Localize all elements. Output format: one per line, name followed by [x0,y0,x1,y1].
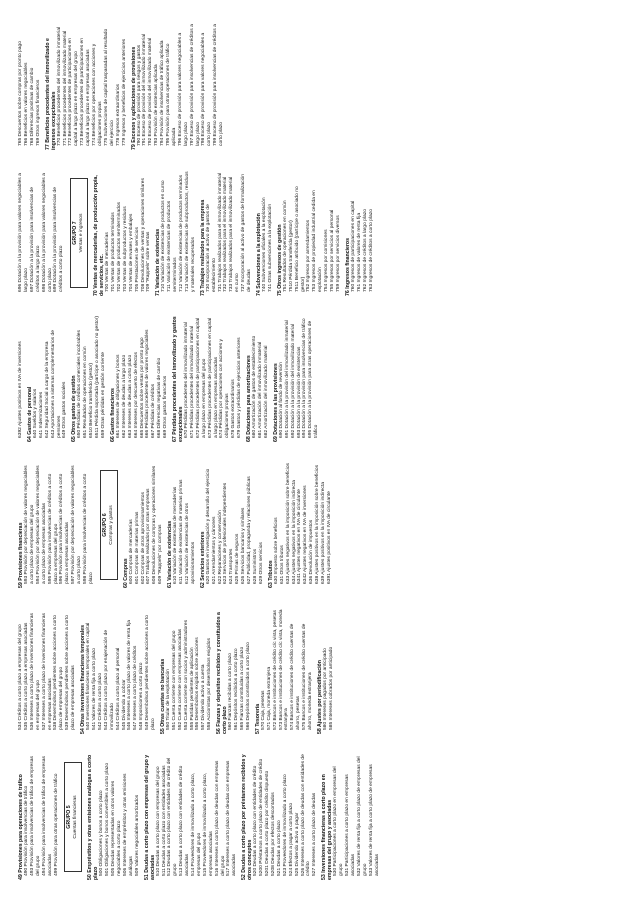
account-item: 600 Compras de mercaderías [128,519,134,584]
account-item: 701 Ventas de productos terminados [110,212,116,292]
account-section [80,608,157,734]
account-item: 769 Otros ingresos financieros [35,79,41,146]
account-section [110,316,169,442]
account-item: 628 Suministros [253,548,258,584]
section-title: 55 Otras cuentas no bancarias [159,658,166,734]
account-section [18,170,65,296]
account-item: 703 Ventas de subproductos y residuos [122,206,128,292]
account-item: 641 Indemnizaciones [38,391,44,438]
account-item: 511 Deudas a corto plazo con entidades asociadas [161,765,167,876]
account-item: 530 Participaciones a corto plazo en empresas del grupo [333,766,345,876]
account-item: 595 Provisión para insolvencias de créditos a corto plazo a empresas del grupo [47,473,59,584]
account-item: 712 Variación de existencias de productos terminados [179,174,185,292]
section-title: 59 Provisiones financieras [18,522,24,588]
account-item: 622 Reparaciones y conservación [217,510,223,584]
account-item: 681 Amortización del inmovilizado inmaterial [258,341,263,438]
account-item: 662 Intereses de deudas a largo plazo [121,354,127,438]
account-item: 733 Trabajos realizados para el inmovilizado material en curso [229,176,241,292]
account-item: 620 Gastos en investigación y desarrollo del ejercicio [205,468,211,584]
account-item: 680 Amortización de gastos de establecimiento [252,335,258,438]
account-item: 667 Pérdidas de créditos [151,383,157,438]
account-item: 543 Créditos a corto plazo por enajenación de inmovilizado [103,629,115,730]
account-section [321,754,380,880]
account-item: 624 Transportes [229,548,235,584]
account-column [18,754,381,880]
account-item: 580 Intereses pagados por anticipado [322,648,328,730]
account-item: 509 Valores negociables amortizados [134,794,140,876]
account-section [93,170,152,296]
account-item: 761 Ingresos de valores de renta fija [356,212,362,292]
account-item: 773 Beneficios procedentes de participaciones en capital a largo plazo en empresas asociadas [80,38,92,146]
account-item: 538 Desembolsos pendientes sobre acciones a corto plazo de empresas del grupo [53,615,65,730]
account-item: 596 Provisión para insolvencias de créditos a corto plazo a empresas asociadas [59,473,71,584]
account-item: 572 Bancos e instituciones de crédito c/c vista, pesetas [272,610,278,730]
section-title: 68 Dotaciones para amortizaciones [246,355,253,442]
account-item: 5200 Préstamos a corto plazo de entidades de crédito [259,758,265,876]
account-section [277,170,342,296]
account-item: 547 Intereses a corto plazo de créditos [133,645,139,730]
account-section [345,170,375,296]
account-item: 527 Intereses a corto plazo de deudas [312,792,318,876]
account-column [18,170,375,296]
section-title: 51 Deudas a corto plazo con empresas del grupo y asociadas [143,754,156,880]
account-item: 794 Provisión de insolvencias de tráfico aplicada [160,40,166,146]
account-section [131,24,226,150]
section-title: 56 Fianzas y depósitos recibidos y constituidos a corto plazo [216,612,229,734]
section-title: 50 Empréstitos y otras emisiones análogas a corto plazo [87,754,100,880]
section-title: 58 Ajustes por periodificación [316,660,323,734]
account-item: 741 Otras subvenciones a la explotación [267,203,273,292]
account-item: 505 Deudas representadas en otros valores negociables a corto plazo [111,780,122,876]
group-title: GRUPO 5 [66,805,73,829]
account-item: 771 Beneficios procedentes del inmovilizado material [62,30,68,146]
account-item: 524 Efectos a pagar a corto plazo [288,802,294,876]
account-item: 550 Titular de la explotación [165,669,171,730]
account-item: 598 Provisión para insolvencias de créditos a corto plazo [83,473,94,584]
account-item: 555 Partidas pendientes de aplicación [189,647,195,730]
account-item: 510 Deudas a corto plazo con empresas del grupo [155,766,161,876]
account-item: 5208 Deudas por efectos descontados [271,792,276,876]
account-item: 557 Dividendo activo a cuenta [201,664,207,730]
account-item: 755 Ingresos por servicios al personal [330,209,336,292]
account-item: 594 Provisión por depreciación de valores negociables a corto plazo de empresas asociadas [35,465,47,584]
account-item: 573 Bancos e instituciones de crédito c/c vista, moneda extranjera [278,609,290,730]
account-item: 552 Cuenta corriente con empresas asociadas [177,628,183,730]
account-item: 532 Valores de renta fija a corto plazo de empresas del grupo [356,756,368,876]
account-item: 775 Subvenciones de capital traspasadas al resultado del ejercicio [103,28,115,146]
account-item: 792 Exceso de provisión del inmovilizado material [148,37,154,146]
account-item: 730 Incorporación al activo de gastos de establecimiento [205,204,217,292]
account-item: 696 Dotación a la provisión para valores negociables a largo plazo [18,173,29,292]
account-item: 772 Beneficios procedentes de participaciones en capital a largo plazo en empresas del grupo [68,38,80,146]
account-item: 753 Ingresos de propiedad industrial cedida en explotación [312,190,324,292]
section-title: 70 Ventas de mercaderías, de producción propia, de servicios, etc. [93,175,106,296]
group-heading [70,178,88,288]
account-item: 663 Intereses de deudas a corto plazo [127,354,133,438]
account-item: 669 Otros gastos financieros [163,375,169,438]
account-item: 766 Beneficios en valores negociables [23,62,29,146]
account-item: 699 Dotación a la provisión para insolvencias de créditos a corto plazo [53,187,65,292]
account-item: 682 Amortización del inmovilizado material [263,345,269,438]
account-section [273,316,320,442]
group-subtitle: Ventas e ingresos [79,213,85,253]
section-title: 60 Compras [122,558,129,588]
account-item: 607 Trabajos realizados por otras empresas [146,488,152,584]
account-item: 705 Prestaciones de servicios [134,227,140,292]
account-item: 799 Exceso de provisión para insolvencias de créditos a corto plazo [213,24,225,146]
section-title: 62 Servicios exteriores [199,531,206,588]
account-item: 6391 Ajustes positivos en IVA de circulante [326,491,332,584]
account-item: 737 Incorporación al activo de gastos de formalización de deudas [241,174,253,292]
account-item: 570 Caja, pesetas [260,690,266,730]
section-title: 76 Ingresos financieros [344,238,351,296]
account-item: 548 Imposiciones a corto plazo [139,662,145,730]
section-title: 57 Tesorería [254,703,261,734]
account-item: 521 Deudas a corto plazo [276,820,282,876]
group-heading [64,762,82,872]
account-item: 643 Aportaciones a sistemas complementarios de pensiones [50,330,62,438]
account-item: 698 Dotación a la provisión para valores negociables a corto plazo [41,173,53,292]
account-item: 630 Impuesto sobre beneficios [273,517,279,584]
account-section [18,462,95,588]
account-item: 691 Dotación a la provisión del inmovilizado inmaterial [284,320,290,438]
account-item: 610 Variación de existencias de mercaderías [173,486,179,584]
account-item: 708 Devoluciones de ventas y operaciones similares [140,178,146,292]
account-section [27,316,68,442]
account-item: 514 Proveedores de inmovilizado a corto plazo, empresas del grupo [191,772,202,876]
account-item: 520 Deudas a corto plazo con entidades de crédito [253,765,259,876]
section-title: 64 Gastos de personal [26,386,33,442]
account-item: 513 Deudas a corto plazo con entidades de crédito asociadas [179,765,191,876]
account-section [87,754,140,880]
account-item: 700 Ventas de mercaderías [105,232,111,292]
account-column [18,462,333,588]
account-item: 535 Créditos a corto plazo a empresas asociadas [23,622,29,730]
account-item: 494 Provisión para insolvencias de tráfico de empresas asociadas [41,756,53,876]
account-column [18,316,320,442]
account-item: 697 Dotación a la provisión para insolvencias de créditos a largo plazo [29,187,41,292]
group-title: GRUPO 7 [72,221,79,245]
account-item: 702 Ventas de productos semiterminados [116,202,122,292]
account-item: 668 Diferencias negativas de cambio [157,357,163,438]
account-section [123,462,164,588]
account-section [200,170,253,296]
account-columns [18,20,618,880]
account-item: 625 Primas de seguros [235,533,241,584]
account-item: 6511 Pérdida soportada (partícipe o asociado no gestor) [95,316,101,438]
account-section [241,754,318,880]
account-item: 798 Exceso de provisión para valores negociables a corto plazo [201,32,213,146]
section-title: 77 Beneficios procedentes del inmovilizado e ingresos excepcionales [44,38,57,150]
section-title: 54 Otras inversiones financieras temporales [80,625,87,734]
group-heading [100,470,118,580]
account-item: 770 Beneficios procedentes del inmovilizado inmaterial [56,26,62,146]
account-item: 704 Ventas de envases y embalajes [128,213,134,292]
account-item: 694 Dotación a la provisión para insolvencias de tráfico [302,318,308,438]
group-subtitle: Cuentas financieras [73,795,79,839]
account-item: 523 Proveedores de inmovilizado a corto plazo [282,774,288,876]
section-title: 63 Tributos [267,560,274,588]
group-subtitle: Compras y gastos [108,505,114,545]
section-title: 69 Dotaciones a las provisiones [272,363,279,442]
account-section [18,24,42,150]
section-title: 61 Variación de existencias [167,520,174,588]
account-item: 560 Fianzas recibidas a corto plazo [228,653,234,730]
account-item: 665 Descuentos sobre ventas por pronto pago [139,337,145,438]
account-item: 796 Exceso de provisión para valores negociables a largo plazo [177,32,189,146]
account-item: 539 Desembolsos pendientes sobre acciones a corto plazo de empresas asociadas [65,615,77,730]
account-item: 649 Otros gastos sociales [62,381,68,438]
account-item: 608 Devoluciones de compras y operaciones similares [152,465,158,584]
account-item: 490 Provisión para insolvencias de tráfico [24,785,29,876]
account-item: 774 Beneficios por operaciones con acciones y obligaciones propias [92,43,103,146]
account-section [45,24,128,150]
account-item: 759 Ingresos por servicios diversos [335,215,341,292]
account-item: 545 Dividendo a cobrar [121,679,127,730]
account-section [256,170,274,296]
account-item: 536 Intereses a corto plazo de inversiones financieras en empresas del grupo [29,613,41,730]
account-item: 731 Trabajos realizados para el inmovilizado inmaterial [217,172,223,292]
account-item: 638 Ajustes positivos en la imposición sobre beneficios [315,464,321,584]
account-item: 575 Bancos e instituciones de crédito cuentas de ahorro, moneda extranjera [302,623,314,730]
account-item: 612 Variación de existencias de otros aprovisionamientos [184,503,196,584]
account-item: 791 Exceso de provisión del inmovilizado inmaterial [142,34,148,146]
account-item: 740 Subvenciones oficiales a la explotación [262,197,267,292]
account-item: 526 Intereses a corto plazo de deudas con entidades de crédito [300,754,312,876]
account-item: 762 Ingresos de créditos a largo plazo [362,209,368,292]
section-title: 67 Pérdidas procedentes del inmovilizado y gastos excepcionales [172,316,185,442]
account-section [18,754,59,880]
account-item: 6392 Ajustes positivos en IVA de inversiones [18,341,23,438]
section-title: 49 Provisiones para operaciones de tráfico [18,774,24,880]
account-item: 629 Otros servicios [258,542,264,584]
account-item: 553 Cuenta corriente con socios y administradores [183,619,189,730]
account-item: 768 Diferencias positivas de cambio [29,67,35,146]
account-section [317,608,335,734]
account-item: 609 "Rappels" por compras [158,524,164,584]
account-item: 709 "Rappels" sobre ventas [146,231,152,292]
account-item: 633 Ajustes negativos en la imposición sobre beneficios [285,463,291,584]
account-item: 7511 Beneficio atribuido (partícipe o asociado no gestor) [294,186,306,292]
section-title: 65 Otros gastos de gestión [71,375,78,442]
account-item: 499 Provisión para otras operaciones de tráfico [53,773,59,876]
account-item: 7510 Pérdida transferida (gestor) [288,220,294,292]
account-item: 671 Pérdidas procedentes del inmovilizado material [189,325,195,438]
account-item: 500 Obligaciones y bonos a corto plazo [99,790,105,876]
account-item: 506 Intereses de empréstitos y otras emisiones análogas [122,773,134,876]
account-item: 516 Intereses a corto plazo de deudas con empresas del grupo [214,760,226,876]
section-title: 71 Variación de existencias [155,228,162,296]
account-item: 6510 Beneficio transferido (gestor) [89,362,95,438]
account-item: 679 Gastos y pérdidas de ejercicios anteriores [237,337,243,438]
section-title: 52 Deudas a corto plazo por préstamos recibidos y otros conceptos [241,754,254,880]
account-item: 512 Deudas a corto plazo con entidades de crédito del grupo [167,757,179,876]
account-item: 493 Provisión para insolvencias de tráfico de empresas del grupo [29,756,41,876]
account-item: 664 Intereses por descuento de efectos [133,352,139,438]
account-item: 659 Otras pérdidas en gestión corriente [100,352,106,438]
account-item: 556 Desembolsos exigidos sobre acciones [195,637,201,730]
account-item: 636 Devolución de impuestos [309,519,315,584]
account-column [18,608,335,734]
group-title: GRUPO 6 [101,513,108,537]
account-item: 542 Créditos a corto plazo [97,672,103,730]
account-item: 711 Variación de existencias de productos semiterminados [167,200,179,292]
account-item: 531 Participaciones a corto plazo en empresas asociadas [345,774,356,876]
account-item: 765 Descuentos sobre compras por pronto pago [18,41,23,146]
account-item: 601 Compras de materias primas [134,511,140,584]
account-section [18,316,24,442]
account-item: 634 Ajustes negativos en la imposición indirecta [291,480,297,584]
account-item: 639 Ajustes positivos en la imposición indirecta [321,482,327,584]
account-item: 673 Pérdidas procedentes de participaciones en capital a largo plazo en empresas asociadas [207,317,219,438]
account-section [144,754,239,880]
account-item: 574 Bancos e instituciones de crédito cuentas de ahorro, pesetas [290,623,302,730]
account-item: 549 Desembolsos pendientes sobre acciones a corto plazo [145,615,157,730]
section-title: 79 Excesos y aplicaciones de provisiones [130,46,137,150]
account-item: 534 Créditos a corto plazo a empresas del grupo [18,624,23,730]
account-item: 621 Arrendamientos y cánones [211,516,217,584]
account-item: 793 Provisión de existencias aplicada [154,64,160,146]
account-item: 661 Intereses de obligaciones y bonos [115,354,121,438]
account-item: 5201 Deudas a corto plazo por crédito dispuesto [265,770,271,876]
account-item: 602 Compras de otros aprovisionamientos [140,492,146,584]
account-section [160,608,213,734]
account-item: 732 Trabajos realizados para el inmovilizado material [223,176,229,292]
account-section [268,462,333,588]
account-item: 763 Ingresos de créditos a corto plazo [368,209,374,292]
account-item: 501 Obligaciones y bonos convertibles a corto plazo [105,762,111,876]
account-item: 674 Pérdidas por operaciones con acciones y obligaciones propias [219,339,231,438]
account-item: 642 Seguridad Social a cargo de la empresa [44,341,50,438]
section-title: 66 Gastos financieros [109,388,116,442]
account-item: 713 Variación de existencias de subproductos, residuos y materiales recuperados [184,171,196,292]
account-section [155,170,196,296]
section-title: 75 Otros ingresos de gestión [276,224,283,296]
account-item: 533 Valores de renta fija a corto plazo de empresas asociadas [368,764,380,876]
account-item: 650 Pérdidas de créditos comerciales incobrables [77,330,83,438]
account-section [246,316,270,442]
account-item: 525 Dividendo activo a pagar [294,812,300,876]
account-item: 544 Créditos a corto plazo al personal [115,647,121,730]
account-item: 541 Valores de renta fija a corto plazo [91,647,97,730]
account-section [71,316,107,442]
account-item: 797 Exceso de provisión para insolvencias de créditos a largo plazo [189,24,201,146]
account-section [216,608,252,734]
account-column [18,24,225,150]
account-section [255,608,314,734]
account-item: 585 Intereses cobrados por anticipado [328,646,334,730]
account-item: 611 Variación de existencias de materias primas [179,479,185,584]
account-item: 778 Ingresos extraordinarios [115,84,121,146]
account-item: 593 Provisión por depreciación de valores negociables a corto plazo de empresas del grupo [24,465,35,584]
account-item: 623 Servicios de profesionales independientes [223,482,229,584]
account-item: 790 Exceso de provisión para riesgos y gastos [136,44,142,146]
account-item: 561 Depósitos recibidos a corto plazo [234,648,240,730]
account-item: 666 Pérdidas procedentes de valores negociables [145,329,151,438]
account-item: 710 Variación de existencias de productos en curso [161,180,167,292]
account-item: 571 Caja, moneda extranjera [266,666,272,730]
section-title: 73 Trabajos realizados para la empresa [199,199,206,296]
account-item: 692 Dotación a la provisión del inmovilizado material [290,324,296,438]
account-item: 537 Intereses a corto plazo de inversiones financieras en empresas asociadas [41,613,53,730]
account-item: 678 Gastos extraordinarios [231,379,237,438]
account-section [18,608,77,734]
account-item: 558 Accionistas por desembolsos exigidos [207,638,213,730]
account-item: 752 Ingresos por arrendamientos [306,219,312,292]
account-item: 626 Servicios bancarios y similares [241,507,247,584]
account-item: 670 Pérdidas procedentes del inmovilizado inmaterial [184,322,190,438]
account-section [172,316,243,442]
account-item: 515 Proveedores de inmovilizado a corto plazo, empresas asociadas [202,772,214,876]
account-item: 566 Depósitos constituidos a corto plazo [245,642,251,730]
account-item: 551 Cuenta corriente con empresas del grupo [171,630,177,730]
account-item: 693 Dotación a la provisión de existencias [296,346,302,438]
account-item: 597 Provisión por depreciación de valores negociables a corto plazo [71,465,83,584]
account-item: 517 Intereses a corto plazo de deudas con empresas asociadas [226,760,238,876]
account-item: 640 Sueldos y salarios [32,388,38,438]
account-item: 754 Ingresos por comisiones [324,229,330,292]
account-item: 779 Ingresos y beneficios de ejercicios anteriores [121,38,127,146]
account-item: 795 Provisión para otras operaciones de tráfico aplicada [166,43,177,146]
account-item: 540 Inversiones financieras temporales en capital [86,622,92,730]
account-item: 6341 Ajustes negativos en IVA de circulante [297,489,303,584]
account-item: 631 Otros tributos [279,545,285,584]
account-item: 651 Resultados de operaciones en común [83,346,89,438]
account-item: 695 Dotación a la provisión para otras operaciones de tráfico [308,320,320,438]
account-item: 690 Dotación al fondo de reversión [278,362,284,438]
account-item: 760 Ingresos de participaciones en capital [350,200,356,292]
account-item: 672 Pérdidas procedentes de participaciones en capital a largo plazo en empresas del grupo [195,317,207,438]
account-item: 751 Resultados de operaciones en común [282,200,288,292]
account-item: 627 Publicidad, propaganda y relaciones públicas [247,476,253,584]
section-title: 74 Subvenciones a la explotación [256,213,262,296]
account-section [200,462,265,588]
account-item: 6342 Ajustes negativos en IVA de inversiones [303,485,309,584]
section-title: 53 Inversiones financieras a corto plazo en empresas del grupo y asociadas [321,774,334,880]
account-item: 546 Intereses a corto plazo de valores de renta fija [127,620,133,730]
account-item: 565 Fianzas constituidas a corto plazo [240,646,245,730]
account-section [167,462,197,588]
